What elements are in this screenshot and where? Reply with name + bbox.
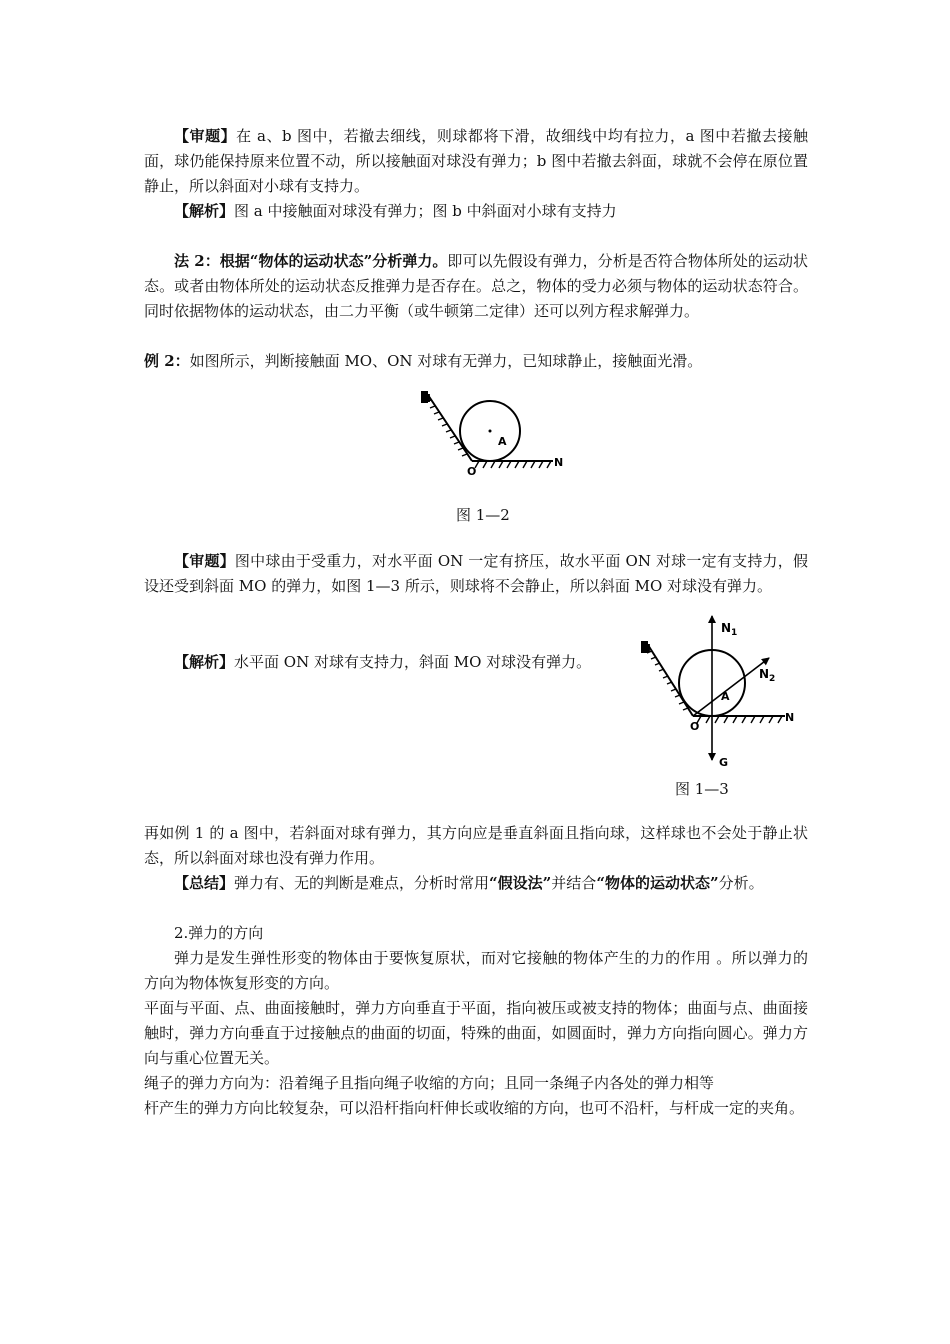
label-g: G xyxy=(719,756,729,769)
label-n1: $N_1$ xyxy=(721,621,738,638)
summary-highlight-2: “物体的运动状态” xyxy=(596,874,719,892)
summary-text-3: 分析。 xyxy=(718,874,764,892)
review-label-2: 【审题】 xyxy=(174,552,235,570)
ground-hatching xyxy=(697,716,782,723)
example2-text: 如图所示，判断接触面 MO、ON 对球有无弹力，已知球静止，接触面光滑。 xyxy=(189,352,703,370)
ground-hatching xyxy=(475,461,551,468)
figure-1-3-caption: 图 1—3 xyxy=(675,780,729,798)
label-a: A xyxy=(498,435,507,448)
section-heading-direction: 2.弹力的方向 xyxy=(174,924,264,942)
direction-paragraph-3: 绳子的弹力方向为：沿着绳子且指向绳子收缩的方向；且同一条绳子内各处的弹力相等 xyxy=(144,1074,715,1092)
review-paragraph-1 xyxy=(144,124,808,199)
analysis-text-2: 水平面 ON 对球有支持力，斜面 MO 对球没有弹力。 xyxy=(234,653,592,671)
label-o: O xyxy=(467,465,477,478)
incline-surface xyxy=(428,395,472,461)
summary-text-2: 并结合 xyxy=(551,874,597,892)
analysis-label: 【解析】 xyxy=(174,202,235,220)
again-text: 再如例 1 的 a 图中，若斜面对球有弹力，其方向应是垂直斜面且指向球，这样球也不会处于静止状态，所以斜面对球也没有弹力作用。 xyxy=(144,824,808,867)
summary-text-1: 弹力有、无的判断是难点，分析时常用 xyxy=(234,874,490,892)
label-m: M xyxy=(640,642,651,655)
label-m: M xyxy=(420,392,431,405)
label-o: O xyxy=(690,720,700,733)
example2-label: 例 2： xyxy=(144,352,190,370)
analysis-paragraph-1 xyxy=(144,199,808,224)
review-text: 在 a、b 图中，若撤去细线，则球都将下滑，故细线中均有拉力，a 图中若撤去接触面，球仍能保持原来位置不动，所以接触面对球没有弹力；b 图中若撤去斜面，球就不会停在原位置静止，所以斜面对小球有支持力。 xyxy=(144,127,808,195)
direction-paragraph-4: 杆产生的弹力方向比较复杂，可以沿杆指向杆伸长或收缩的方向，也可不沿杆，与杆成一定的夹角。 xyxy=(144,1099,805,1117)
summary-label: 【总结】 xyxy=(174,874,235,892)
review-text-2: 图中球由于受重力，对水平面 ON 一定有挤压，故水平面 ON 对球一定有支持力，假设还受到斜面 MO 的弹力，如图 1—3 所示，则球将不会静止，所以斜面 MO 对球没有弹力。 xyxy=(144,552,808,595)
figure-1-3 xyxy=(635,610,815,775)
analysis-label-2: 【解析】 xyxy=(174,653,235,671)
method2-text: 即可以先假设有弹力，分析是否符合物体所处的运动状态。或者由物体所处的运动状态反推弹力是否存在。总之，物体的受力必须与物体的运动状态符合。同时依据物体的运动状态，由二力平衡（或牛顿第二定律）还可以列方程求解弹力。 xyxy=(144,252,808,320)
method2-paragraph xyxy=(144,249,808,324)
ball-center-dot xyxy=(489,430,492,433)
analysis-text: 图 a 中接触面对球没有弹力；图 b 中斜面对小球有支持力 xyxy=(234,202,617,220)
example2-paragraph xyxy=(144,349,808,374)
summary-highlight-1: “假设法” xyxy=(489,874,552,892)
review-label: 【审题】 xyxy=(174,127,237,145)
incline-hatching xyxy=(647,651,688,710)
analysis-paragraph-2 xyxy=(144,650,614,675)
label-a: A xyxy=(721,690,730,703)
again-paragraph xyxy=(144,821,808,871)
review-paragraph-2 xyxy=(144,549,808,599)
direction-paragraph-2: 平面与平面、点、曲面接触时，弹力方向垂直于平面，指向被压或被支持的物体；曲面与点、曲面接触时，弹力方向垂直于过接触点的曲面的切面，特殊的曲面，如圆面时，弹力方向指向圆心。弹力方向与重心位置无关。 xyxy=(144,999,808,1067)
incline-surface xyxy=(648,645,693,716)
direction-paragraph-1: 弹力是发生弹性形变的物体由于要恢复原状，而对它接触的物体产生的力的作用 。所以弹力的方向为物体恢复形变的方向。 xyxy=(144,949,808,992)
method2-heading: 法 2：根据“物体的运动状态”分析弹力。 xyxy=(174,252,448,270)
summary-paragraph xyxy=(144,871,808,896)
force-n2-arrow xyxy=(693,658,769,716)
figure-1-2 xyxy=(415,388,575,478)
label-n2: $N_2$ xyxy=(759,667,776,684)
label-n: N xyxy=(785,711,795,724)
label-n: N xyxy=(554,456,564,469)
figure-1-2-caption: 图 1—2 xyxy=(456,506,510,524)
